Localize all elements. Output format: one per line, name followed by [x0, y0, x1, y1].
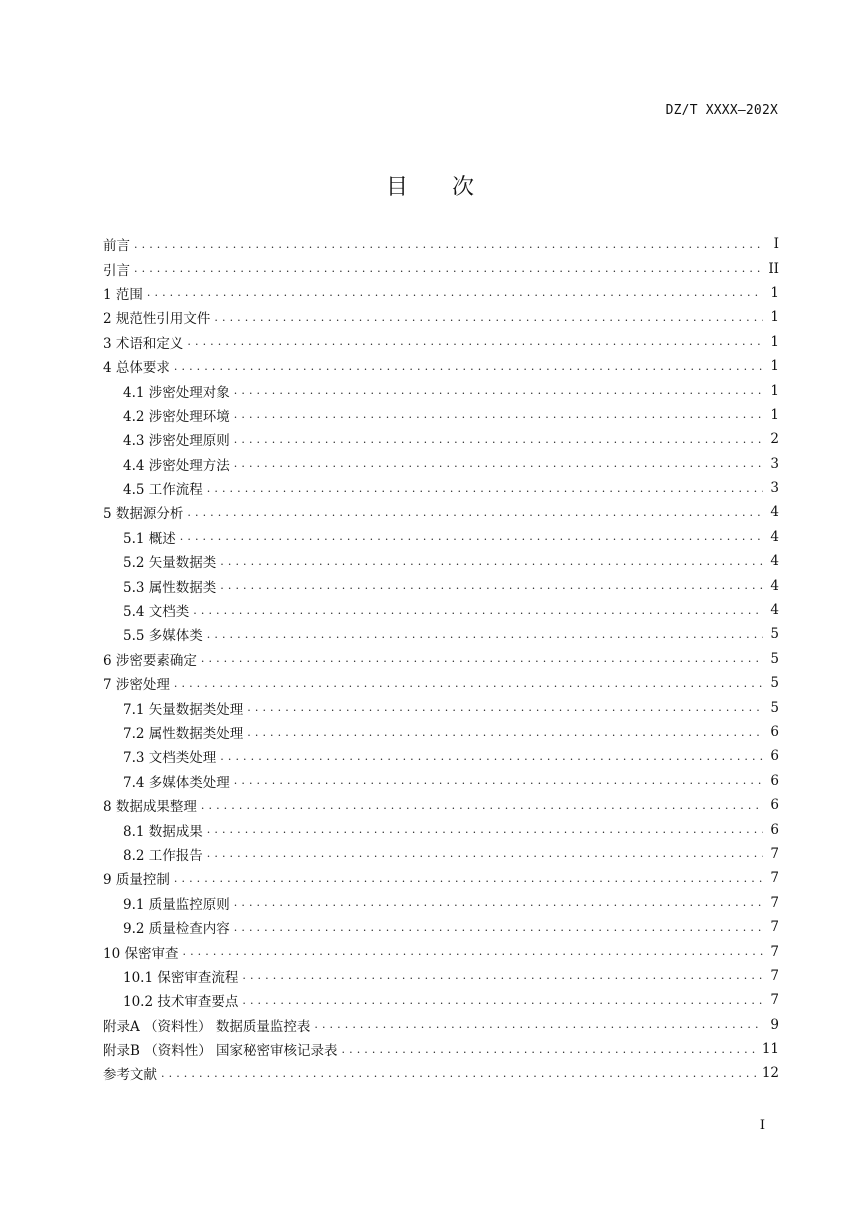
toc-entry[interactable] [103, 1037, 779, 1061]
toc-dot-leader [174, 360, 763, 373]
toc-dot-leader [147, 286, 763, 299]
toc-entry-title: 参考文献 [103, 1067, 157, 1084]
toc-dot-leader [134, 238, 763, 251]
toc-entry-page: 5 [770, 650, 779, 667]
toc-dot-leader [220, 555, 763, 568]
page-title: 目次 [385, 175, 518, 200]
toc-entry[interactable] [103, 939, 779, 963]
toc-entry[interactable] [103, 452, 779, 476]
toc-entry-page: 7 [770, 919, 779, 936]
toc-entry-page: 5 [770, 626, 779, 643]
toc-entry[interactable] [103, 647, 779, 671]
toc-entry[interactable] [103, 769, 779, 793]
toc-entry-title: 5.1 概述 [123, 530, 176, 547]
toc-entry[interactable] [103, 793, 779, 817]
toc-entry-page: 4 [770, 528, 779, 545]
toc-entry-page: 7 [770, 870, 779, 887]
toc-entry-page: 1 [770, 406, 779, 423]
toc-entry-page: II [768, 260, 779, 277]
toc-entry-title: 2 规范性引用文件 [103, 311, 211, 328]
toc-entry-title: 10.1 保密审查流程 [123, 969, 239, 986]
toc-dot-leader [174, 872, 763, 885]
toc-entry-title: 5.2 矢量数据类 [123, 555, 217, 572]
toc-entry-page: 7 [770, 894, 779, 911]
toc-dot-leader [180, 530, 763, 543]
toc-entry-page: 4 [770, 577, 779, 594]
toc-entry-page: 12 [761, 1065, 779, 1082]
toc-dot-leader [234, 921, 763, 934]
toc-dot-leader [234, 896, 763, 909]
toc-entry-page: 3 [770, 480, 779, 497]
toc-entry[interactable] [103, 500, 779, 524]
toc-entry-page: 1 [770, 333, 779, 350]
toc-dot-leader [247, 726, 763, 739]
toc-entry[interactable] [103, 866, 779, 890]
toc-entry[interactable] [103, 403, 779, 427]
toc-dot-leader [207, 847, 763, 860]
toc-entry-title: 6 涉密要素确定 [103, 652, 197, 669]
toc-entry[interactable] [103, 378, 779, 402]
toc-entry-title: 1 范围 [103, 286, 143, 303]
toc-entry-title: 7.4 多媒体类处理 [123, 774, 230, 791]
toc-entry[interactable] [103, 720, 779, 744]
toc-entry-title: 4.3 涉密处理原则 [123, 433, 230, 450]
toc-dot-leader [201, 652, 763, 665]
toc-entry[interactable] [103, 744, 779, 768]
toc-entry[interactable] [103, 573, 779, 597]
toc-dot-leader [234, 457, 763, 470]
toc-dot-leader [207, 482, 763, 495]
toc-dot-leader [174, 677, 763, 690]
toc-entry[interactable] [103, 330, 779, 354]
toc-entry[interactable] [103, 598, 779, 622]
toc-entry[interactable] [103, 354, 779, 378]
toc-entry-page: 2 [770, 431, 779, 448]
toc-entry[interactable] [103, 988, 779, 1012]
toc-entry-page: 6 [770, 772, 779, 789]
toc-entry-page: 1 [770, 358, 779, 375]
toc-entry-title: 9.1 质量监控原则 [123, 896, 230, 913]
toc-entry-title: 前言 [103, 238, 130, 255]
toc-dot-leader [193, 604, 763, 617]
toc-entry[interactable] [103, 1061, 779, 1085]
toc-dot-leader [342, 1043, 758, 1056]
page-number: I [759, 1118, 765, 1133]
toc-dot-leader [234, 774, 763, 787]
toc-entry-title: 5 数据源分析 [103, 506, 184, 523]
toc-entry[interactable] [103, 891, 779, 915]
toc-dot-leader [161, 1067, 758, 1080]
toc-dot-leader [234, 384, 763, 397]
toc-dot-leader [247, 701, 763, 714]
toc-dot-leader [220, 750, 763, 763]
toc-entry-title: 7 涉密处理 [103, 677, 170, 694]
toc-entry[interactable] [103, 427, 779, 451]
toc-entry-page: 3 [770, 455, 779, 472]
toc-entry-page: I [773, 236, 779, 253]
toc-entry-page: 1 [770, 284, 779, 301]
toc-entry-title: 4.5 工作流程 [123, 482, 203, 499]
toc-entry-title: 4.2 涉密处理环境 [123, 408, 230, 425]
toc-entry-page: 11 [761, 1041, 779, 1058]
toc-entry-title: 10 保密审查 [103, 945, 179, 962]
toc-entry-title: 7.3 文档类处理 [123, 750, 217, 767]
toc-entry-title: 9 质量控制 [103, 872, 170, 889]
toc-entry-title: 7.2 属性数据类处理 [123, 726, 244, 742]
toc-dot-leader [134, 262, 763, 275]
toc-entry-title: 8 数据成果整理 [103, 799, 197, 816]
toc-entry-title: 5.5 多媒体类 [123, 628, 203, 645]
toc-entry[interactable] [103, 671, 779, 695]
toc-entry-page: 5 [770, 699, 779, 716]
toc-entry[interactable] [103, 525, 779, 549]
toc-entry-title: 5.3 属性数据类 [123, 579, 217, 596]
document-code: DZ/T XXXX—202X [665, 103, 778, 118]
toc-entry-page: 1 [770, 309, 779, 326]
toc-dot-leader [182, 945, 763, 958]
toc-entry-page: 4 [770, 553, 779, 570]
toc-entry-page: 6 [770, 724, 779, 740]
toc-entry-title: 引言 [103, 262, 130, 279]
toc-entry-title: 3 术语和定义 [103, 335, 184, 352]
table-of-contents [103, 232, 779, 1086]
toc-entry-page: 5 [770, 675, 779, 692]
toc-entry[interactable] [103, 549, 779, 573]
toc-entry-title: 10.2 技术审查要点 [123, 994, 239, 1011]
toc-entry[interactable] [103, 256, 779, 280]
toc-entry-page: 4 [770, 504, 779, 521]
toc-dot-leader [187, 506, 763, 519]
toc-entry[interactable] [103, 281, 779, 305]
toc-entry[interactable] [103, 817, 779, 841]
toc-entry[interactable] [103, 622, 779, 646]
toc-entry-title: 8.2 工作报告 [123, 847, 203, 864]
toc-entry-page: 7 [770, 992, 779, 1009]
toc-entry-page: 6 [770, 821, 779, 838]
toc-entry-page: 7 [770, 943, 779, 960]
toc-entry-page: 4 [770, 602, 779, 619]
toc-entry-title: 5.4 文档类 [123, 604, 190, 621]
toc-entry-page: 9 [770, 1016, 779, 1033]
toc-entry-page: 7 [770, 845, 779, 862]
toc-entry-title: 8.1 数据成果 [123, 823, 203, 840]
toc-entry-page: 6 [770, 748, 779, 765]
toc-dot-leader [201, 799, 763, 812]
toc-entry-page: 1 [770, 382, 779, 399]
toc-dot-leader [234, 433, 763, 446]
toc-dot-leader [234, 408, 763, 421]
toc-entry[interactable] [103, 232, 779, 256]
toc-dot-leader [214, 311, 763, 324]
toc-entry-page: 6 [770, 797, 779, 814]
toc-entry-title: 9.2 质量检查内容 [123, 921, 230, 938]
toc-dot-leader [187, 335, 763, 348]
toc-entry[interactable] [103, 964, 779, 988]
toc-entry-title: 4.4 涉密处理方法 [123, 457, 230, 474]
toc-entry-title: 7.1 矢量数据类处理 [123, 701, 244, 718]
toc-dot-leader [207, 628, 763, 641]
toc-entry-title: 附录A （资料性） 数据质量监控表 [103, 1018, 311, 1035]
toc-entry[interactable] [103, 476, 779, 500]
toc-entry-title: 附录B （资料性） 国家秘密审核记录表 [103, 1043, 338, 1060]
toc-dot-leader [220, 579, 763, 592]
toc-entry[interactable] [103, 305, 779, 329]
toc-entry[interactable] [103, 1013, 779, 1037]
toc-dot-leader [242, 969, 763, 982]
toc-entry-title: 4.1 涉密处理对象 [123, 384, 230, 401]
toc-dot-leader [314, 1018, 763, 1031]
toc-dot-leader [207, 823, 763, 836]
toc-dot-leader [242, 994, 763, 1007]
toc-entry-title: 4 总体要求 [103, 360, 170, 377]
toc-entry[interactable] [103, 915, 779, 939]
toc-entry[interactable] [103, 695, 779, 719]
toc-entry-page: 7 [770, 967, 779, 984]
toc-entry[interactable] [103, 842, 779, 866]
